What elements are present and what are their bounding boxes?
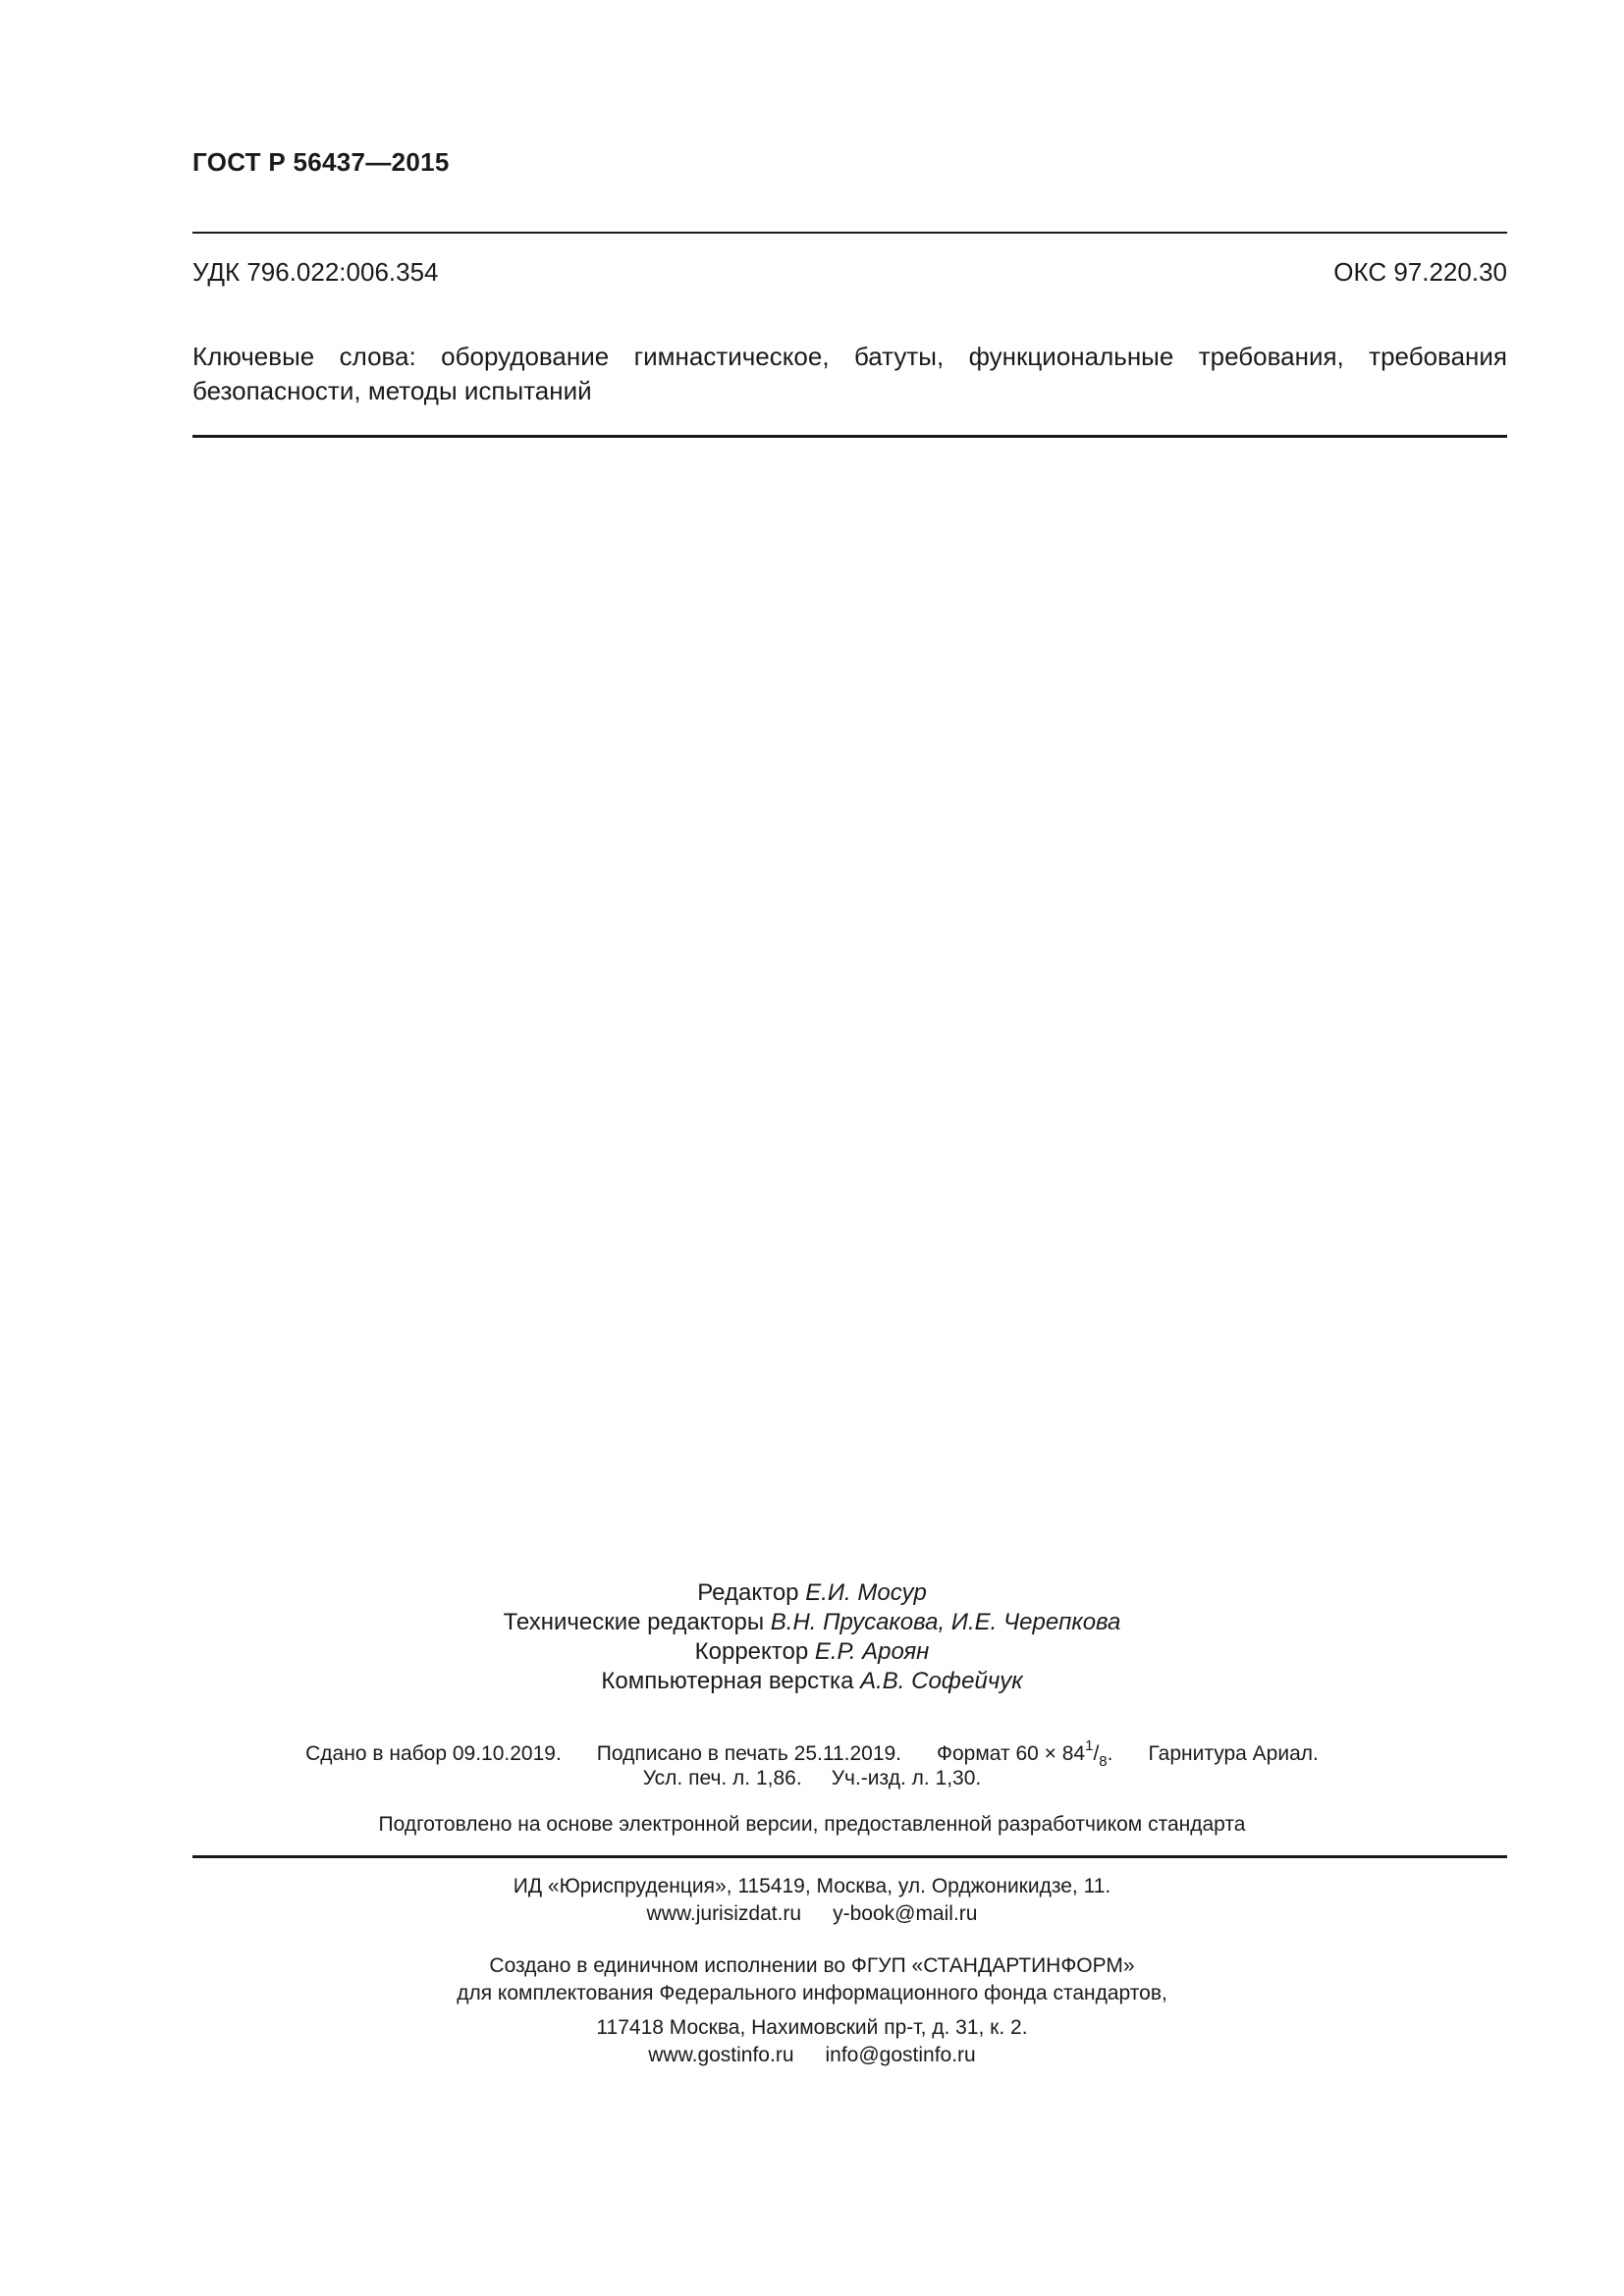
created-line-2: для комплектования Федерального информационного фонда стандартов, (457, 1982, 1167, 2004)
credit-role: Редактор (697, 1579, 799, 1606)
keywords-label: Ключевые слова: (192, 342, 416, 371)
print-sheets: Усл. печ. л. 1,86. (642, 1767, 802, 1789)
keywords-divider (192, 435, 1507, 438)
standartinform-contacts (0, 2044, 1624, 2067)
credit-name: Е.И. Мосур (805, 1579, 927, 1606)
credit-name: Е.Р. Ароян (814, 1638, 930, 1665)
gostinfo-email: info@gostinfo.ru (825, 2044, 976, 2066)
created-line-1: Создано в единичном исполнении во ФГУП «СТАНДАРТИНФОРМ» (489, 1954, 1135, 1977)
keywords-text: оборудование гимнастическое, батуты, функциональные требования, требования безопасности, методы испытаний (192, 342, 1507, 405)
typeface: Гарнитура Ариал. (1148, 1742, 1319, 1765)
credit-editor (0, 1578, 1624, 1608)
print-info-line1 (0, 1737, 1624, 1770)
credit-role: Компьютерная верстка (601, 1668, 854, 1694)
submitted-date: Сдано в набор 09.10.2019. (305, 1742, 562, 1765)
paper-format: Формат $60 \times 84^1/_8$. (937, 1737, 1113, 1770)
publication-sheets: Уч.-изд. л. 1,30. (831, 1767, 982, 1789)
document-code: ГОСТ Р 56437—2015 (192, 147, 450, 177)
keywords (192, 340, 1507, 408)
credit-name: В.Н. Прусакова, И.Е. Черепкова (770, 1609, 1121, 1635)
publisher-site: www.jurisizdat.ru (646, 1902, 802, 1925)
publisher-contacts (0, 1902, 1624, 1926)
udk-code: УДК 796.022:006.354 (192, 257, 439, 287)
credit-proofreader (0, 1637, 1624, 1667)
oks-code: ОКС 97.220.30 (1333, 257, 1507, 287)
publisher-email: y-book@mail.ru (833, 1902, 978, 1925)
credit-tech-editors (0, 1608, 1624, 1637)
standartinform-address: 117418 Москва, Нахимовский пр-т, д. 31, к. 2. (596, 2016, 1028, 2039)
gostinfo-site: www.gostinfo.ru (648, 2044, 794, 2066)
credit-role: Корректор (694, 1638, 809, 1665)
top-divider (192, 232, 1507, 234)
credit-layout (0, 1667, 1624, 1696)
publisher-address: ИД «Юриспруденция», 115419, Москва, ул. Орджоникидзе, 11. (513, 1875, 1111, 1897)
publisher-divider (192, 1855, 1507, 1858)
print-info-line2 (0, 1767, 1624, 1790)
credit-role: Технические редакторы (503, 1609, 765, 1635)
credit-name: А.В. Софейчук (860, 1668, 1023, 1694)
signed-date: Подписано в печать 25.11.2019. (596, 1742, 902, 1765)
prepared-note: Подготовлено на основе электронной версии, предоставленной разработчиком стандарта (378, 1813, 1246, 1836)
